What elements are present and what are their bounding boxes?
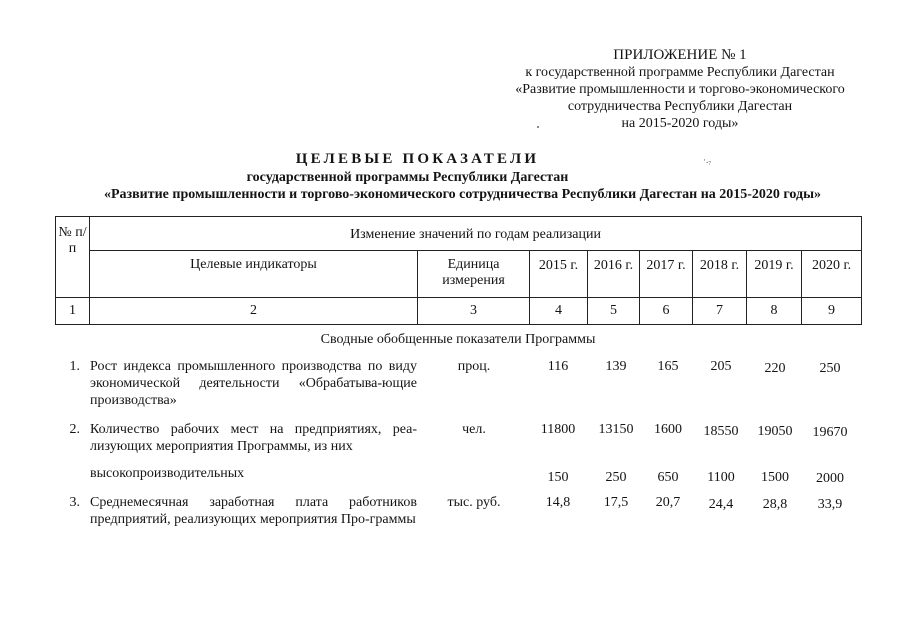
- document-title: [0, 150, 905, 204]
- value-cell: 116: [547, 359, 569, 374]
- scan-speck: [537, 126, 539, 128]
- value-cell: 1100: [707, 470, 735, 485]
- column-number: 7: [693, 298, 747, 325]
- indicators-header: Целевые индикаторы: [90, 251, 418, 298]
- column-number: 9: [802, 298, 862, 325]
- appendix-line-3: «Развитие промышленности и торгово-экономического: [515, 82, 845, 97]
- num-header: № п/п: [56, 217, 90, 298]
- value-cell: 13150: [598, 422, 634, 437]
- appendix-number: ПРИЛОЖЕНИЕ № 1: [613, 47, 747, 63]
- section-title: Сводные обобщенные показатели Программы: [320, 332, 596, 347]
- row-number: 2.: [69, 422, 80, 437]
- column-number: 6: [640, 298, 693, 325]
- value-cell: 139: [605, 359, 627, 374]
- unit-header: [418, 251, 530, 298]
- value-cell: 17,5: [603, 495, 629, 510]
- row-number: 1.: [69, 359, 80, 374]
- value-cell: 11800: [540, 422, 576, 437]
- value-cell: 19670: [812, 425, 848, 440]
- unit-cell: проц.: [457, 359, 491, 374]
- year-header: 2020 г.: [802, 251, 862, 298]
- row-number: 3.: [69, 495, 80, 510]
- column-number: 3: [418, 298, 530, 325]
- value-cell: 14,8: [545, 495, 571, 510]
- value-cell: 1600: [654, 422, 682, 437]
- unit-cell: тыс. руб.: [447, 495, 501, 510]
- value-cell: 19050: [757, 424, 793, 439]
- indicator-text: высокопроизводительных: [90, 466, 245, 481]
- value-cell: 24,4: [708, 497, 734, 512]
- year-header: 2016 г.: [588, 251, 640, 298]
- value-cell: 220: [764, 361, 786, 376]
- indicator-text: Среднемесячная заработная плата работников предприятий, реализующих мероприятия Про-граммы: [90, 495, 417, 527]
- column-number: 4: [530, 298, 588, 325]
- appendix-line-4: сотрудничества Республики Дагестан: [567, 99, 793, 114]
- column-number: 8: [747, 298, 802, 325]
- value-cell: 18550: [703, 424, 739, 439]
- unit-cell: чел.: [462, 422, 486, 437]
- year-header: 2015 г.: [530, 251, 588, 298]
- column-number: 1: [56, 298, 90, 325]
- title-sub-1: государственной программы Республики Дагестан: [246, 170, 569, 185]
- value-cell: 150: [547, 470, 569, 485]
- appendix-header: [480, 47, 880, 132]
- value-cell: 2000: [816, 471, 844, 486]
- appendix-line-5: на 2015-2020 годы»: [621, 116, 739, 131]
- indicator-text: Рост индекса промышленного производства по виду экономической деятельности «Обрабатыва-ющие производства»: [90, 359, 417, 408]
- title-main: ЦЕЛЕВЫЕ ПОКАЗАТЕЛИ: [295, 151, 540, 167]
- value-cell: 205: [710, 359, 732, 374]
- value-cell: 1500: [761, 470, 789, 485]
- appendix-line-2: к государственной программе Республики Дагестан: [525, 65, 835, 80]
- value-cell: 165: [657, 359, 679, 374]
- unit-header-line-1: Единица: [447, 257, 500, 272]
- year-header: 2019 г.: [747, 251, 802, 298]
- value-cell: 650: [657, 470, 679, 485]
- column-number: 5: [588, 298, 640, 325]
- value-cell: 250: [819, 361, 841, 376]
- value-cell: 28,8: [762, 497, 788, 512]
- column-number: 2: [90, 298, 418, 325]
- value-cell: 20,7: [655, 495, 681, 510]
- year-header: 2017 г.: [640, 251, 693, 298]
- years-span-header: Изменение значений по годам реализации: [90, 217, 862, 251]
- value-cell: 250: [605, 470, 627, 485]
- title-sub-2: «Развитие промышленности и торгово-экономического сотрудничества Республики Дагестан на 2015-2020 годы»: [103, 187, 822, 202]
- indicator-text: Количество рабочих мест на предприятиях, реа-лизующих мероприятия Программы, из них: [90, 422, 417, 454]
- value-cell: 33,9: [817, 497, 843, 512]
- year-header: 2018 г.: [693, 251, 747, 298]
- indicators-table-header: [55, 216, 862, 325]
- unit-header-line-2: измерения: [442, 273, 505, 288]
- stray-mark: ·.₇: [703, 155, 712, 165]
